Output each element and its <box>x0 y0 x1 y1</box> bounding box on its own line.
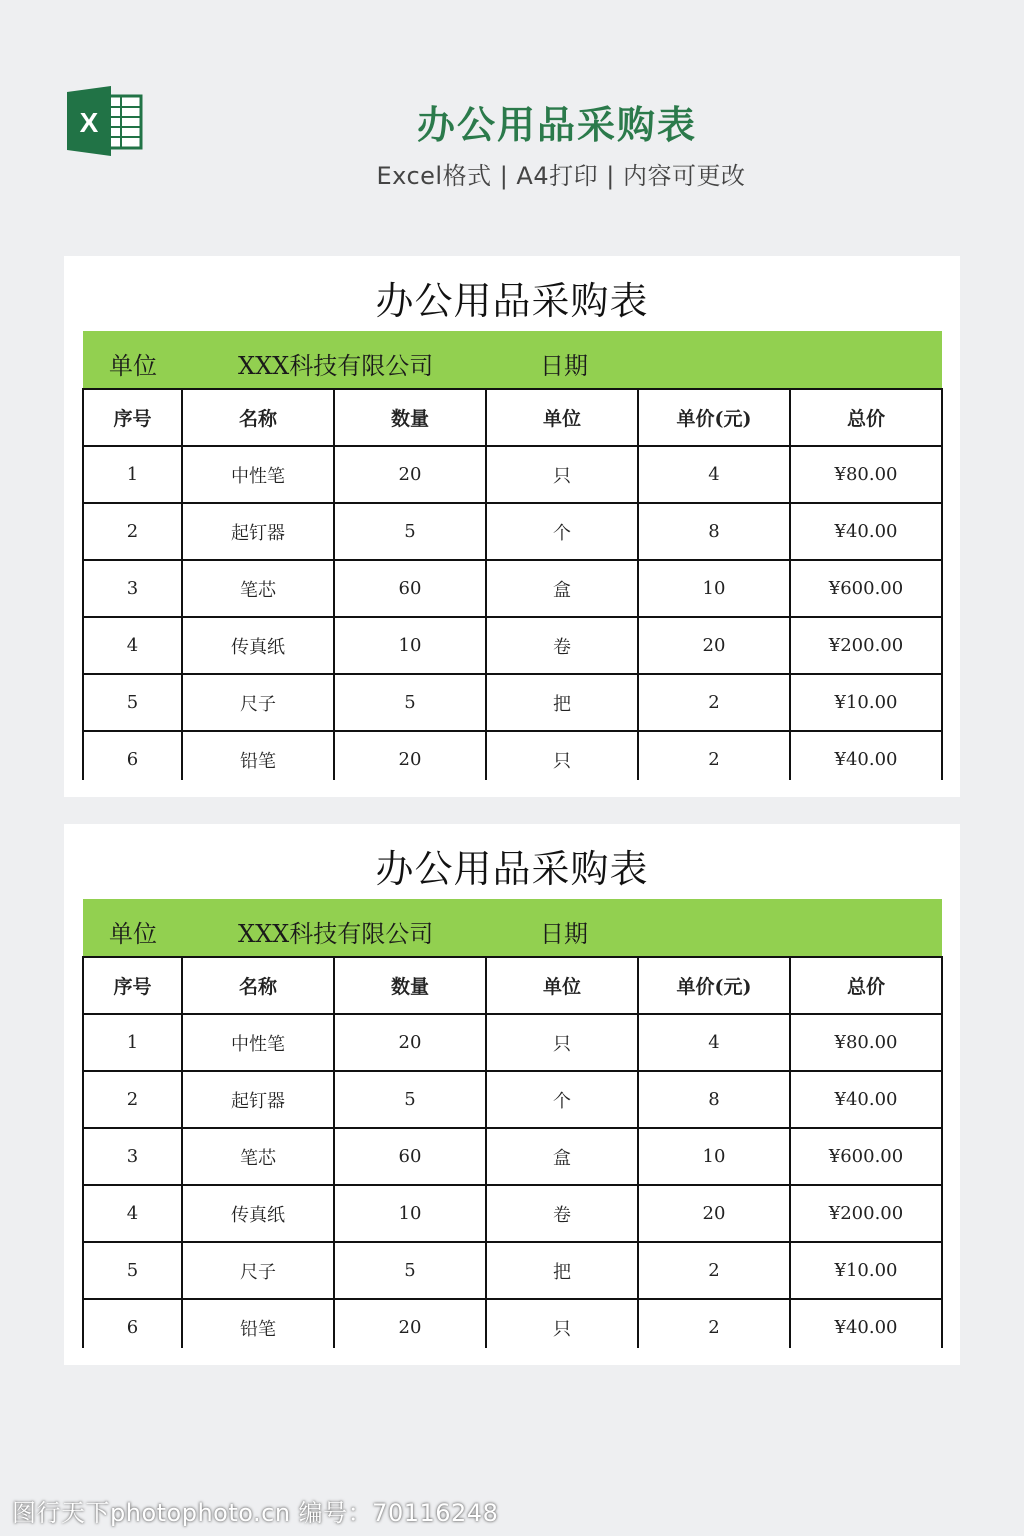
company-name: XXX科技有限公司 <box>238 920 434 948</box>
purchase-table <box>82 956 943 1348</box>
table-row <box>83 617 942 674</box>
cell-quantity: 20 <box>334 446 486 503</box>
cell-unit-price: 4 <box>638 1014 790 1071</box>
col-header-name: 名称 <box>182 389 334 446</box>
cell-quantity: 5 <box>334 1071 486 1128</box>
cell-unit: 盒 <box>486 560 638 617</box>
cell-quantity: 5 <box>334 1242 486 1299</box>
sheet-preview-2 <box>64 824 960 1365</box>
cell-index: 1 <box>83 1014 182 1071</box>
cell-index: 6 <box>83 1299 182 1348</box>
cell-name: 传真纸 <box>182 1185 334 1242</box>
cell-unit: 个 <box>486 503 638 560</box>
table-row <box>83 1128 942 1185</box>
table-row <box>83 1185 942 1242</box>
cell-quantity: 20 <box>334 1014 486 1071</box>
info-bar <box>83 899 942 957</box>
cell-index: 4 <box>83 617 182 674</box>
cell-quantity: 60 <box>334 1128 486 1185</box>
cell-unit: 把 <box>486 674 638 731</box>
cell-unit: 把 <box>486 1242 638 1299</box>
cell-total: ¥80.00 <box>790 1014 942 1071</box>
cell-quantity: 5 <box>334 503 486 560</box>
date-label: 日期 <box>540 352 588 380</box>
page-subtitle: Excel格式 | A4打印 | 内容可更改 <box>376 162 746 190</box>
table-row <box>83 674 942 731</box>
company-name: XXX科技有限公司 <box>238 352 434 380</box>
cell-index: 2 <box>83 1071 182 1128</box>
col-header-index: 序号 <box>83 389 182 446</box>
cell-total: ¥200.00 <box>790 617 942 674</box>
table-row <box>83 1071 942 1128</box>
cell-unit: 只 <box>486 731 638 780</box>
col-header-unit: 单位 <box>486 389 638 446</box>
cell-unit-price: 2 <box>638 1299 790 1348</box>
col-header-unit-price: 单价(元) <box>638 957 790 1014</box>
col-header-unit: 单位 <box>486 957 638 1014</box>
cell-unit-price: 2 <box>638 1242 790 1299</box>
cell-total: ¥10.00 <box>790 1242 942 1299</box>
cell-name: 中性笔 <box>182 446 334 503</box>
cell-index: 6 <box>83 731 182 780</box>
unit-label: 单位 <box>109 920 157 948</box>
cell-unit-price: 2 <box>638 674 790 731</box>
cell-unit: 只 <box>486 446 638 503</box>
table-row <box>83 1299 942 1348</box>
cell-name: 起钉器 <box>182 503 334 560</box>
col-header-total: 总价 <box>790 957 942 1014</box>
table-row <box>83 560 942 617</box>
cell-name: 起钉器 <box>182 1071 334 1128</box>
cell-quantity: 60 <box>334 560 486 617</box>
page-title: 办公用品采购表 <box>416 103 697 147</box>
sheet-preview-1 <box>64 256 960 797</box>
cell-index: 5 <box>83 1242 182 1299</box>
cell-unit-price: 8 <box>638 503 790 560</box>
table-header-row <box>83 389 942 446</box>
table-row <box>83 503 942 560</box>
cell-quantity: 20 <box>334 1299 486 1348</box>
cell-name: 中性笔 <box>182 1014 334 1071</box>
cell-unit: 只 <box>486 1299 638 1348</box>
cell-total: ¥40.00 <box>790 731 942 780</box>
cell-name: 笔芯 <box>182 1128 334 1185</box>
cell-name: 铅笔 <box>182 1299 334 1348</box>
cell-index: 5 <box>83 674 182 731</box>
col-header-total: 总价 <box>790 389 942 446</box>
cell-index: 2 <box>83 503 182 560</box>
col-header-quantity: 数量 <box>334 389 486 446</box>
cell-quantity: 10 <box>334 617 486 674</box>
cell-total: ¥40.00 <box>790 503 942 560</box>
cell-unit-price: 20 <box>638 617 790 674</box>
unit-label: 单位 <box>109 352 157 380</box>
cell-total: ¥600.00 <box>790 1128 942 1185</box>
table-header-row <box>83 957 942 1014</box>
cell-name: 尺子 <box>182 1242 334 1299</box>
cell-name: 笔芯 <box>182 560 334 617</box>
cell-unit: 盒 <box>486 1128 638 1185</box>
cell-unit: 卷 <box>486 617 638 674</box>
col-header-unit-price: 单价(元) <box>638 389 790 446</box>
cell-total: ¥10.00 <box>790 674 942 731</box>
col-header-quantity: 数量 <box>334 957 486 1014</box>
cell-unit-price: 2 <box>638 731 790 780</box>
sheet-title: 办公用品采购表 <box>375 847 649 891</box>
cell-unit: 只 <box>486 1014 638 1071</box>
purchase-table <box>82 388 943 780</box>
date-label: 日期 <box>540 920 588 948</box>
cell-unit-price: 10 <box>638 1128 790 1185</box>
info-bar <box>83 331 942 389</box>
cell-total: ¥600.00 <box>790 560 942 617</box>
cell-quantity: 20 <box>334 731 486 780</box>
cell-unit: 卷 <box>486 1185 638 1242</box>
cell-quantity: 10 <box>334 1185 486 1242</box>
watermark-text: 图行天下photophoto.cn 编号：70116248 <box>12 1499 499 1527</box>
cell-index: 3 <box>83 1128 182 1185</box>
cell-name: 铅笔 <box>182 731 334 780</box>
cell-total: ¥200.00 <box>790 1185 942 1242</box>
col-header-index: 序号 <box>83 957 182 1014</box>
sheet-title: 办公用品采购表 <box>375 279 649 323</box>
cell-unit: 个 <box>486 1071 638 1128</box>
cell-name: 尺子 <box>182 674 334 731</box>
cell-unit-price: 4 <box>638 446 790 503</box>
cell-total: ¥40.00 <box>790 1299 942 1348</box>
cell-index: 4 <box>83 1185 182 1242</box>
table-row <box>83 1242 942 1299</box>
cell-unit-price: 20 <box>638 1185 790 1242</box>
cell-index: 3 <box>83 560 182 617</box>
excel-logo-letter: X <box>79 107 99 138</box>
cell-unit-price: 8 <box>638 1071 790 1128</box>
table-clip <box>82 956 943 1348</box>
cell-index: 1 <box>83 446 182 503</box>
table-row <box>83 731 942 780</box>
cell-total: ¥80.00 <box>790 446 942 503</box>
cell-name: 传真纸 <box>182 617 334 674</box>
table-row <box>83 1014 942 1071</box>
table-clip <box>82 388 943 780</box>
table-row <box>83 446 942 503</box>
cell-total: ¥40.00 <box>790 1071 942 1128</box>
cell-quantity: 5 <box>334 674 486 731</box>
col-header-name: 名称 <box>182 957 334 1014</box>
cell-unit-price: 10 <box>638 560 790 617</box>
